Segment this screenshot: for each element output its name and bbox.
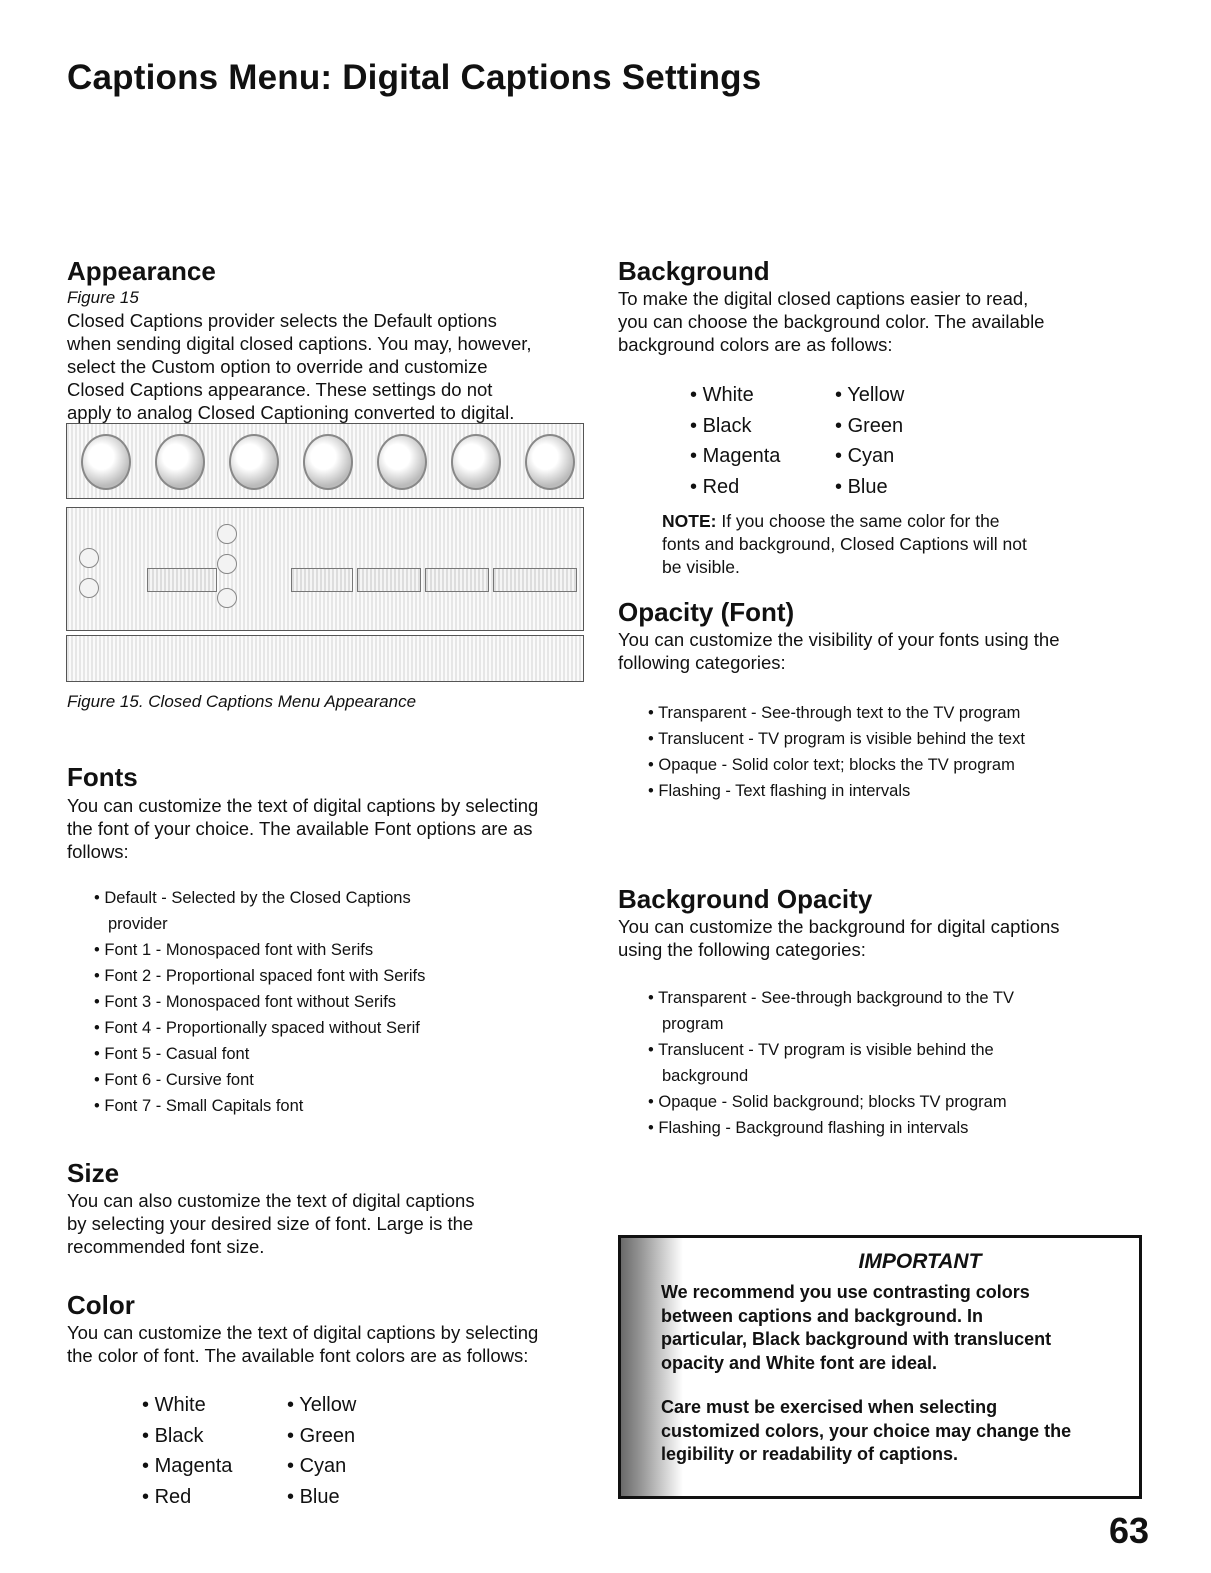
list-item: • Flashing - Text flashing in intervals xyxy=(648,778,1048,804)
radio-icon xyxy=(79,548,99,568)
appearance-heading: Appearance xyxy=(67,256,216,286)
list-item: • Magenta xyxy=(690,441,835,472)
text-line: particular, Black background with translucent xyxy=(661,1329,1052,1349)
list-item: • Opaque - Solid background; blocks TV program xyxy=(648,1089,1068,1115)
opacity-font-text xyxy=(618,628,1188,674)
list-item: • Font 4 - Proportionally spaced without Serif xyxy=(94,1015,474,1041)
list-item: • Font 5 - Casual font xyxy=(94,1041,474,1067)
text-line: select the Custom option to override and customize xyxy=(67,356,488,377)
text-line: You can customize the text of digital captions by selecting xyxy=(67,1322,539,1343)
setting-box xyxy=(291,568,353,592)
setting-box xyxy=(425,568,489,592)
menu-icon xyxy=(229,434,279,490)
setting-box xyxy=(493,568,577,592)
captions-menu-figure xyxy=(66,423,584,685)
list-item: • Font 2 - Proportional spaced font with Serifs xyxy=(94,963,474,989)
list-item: • Translucent - TV program is visible behind the background xyxy=(648,1037,1068,1089)
text-line: you can choose the background color. The available xyxy=(618,311,1045,332)
size-text xyxy=(67,1189,607,1258)
appearance-text xyxy=(67,286,597,424)
text-line: opacity and White font are ideal. xyxy=(661,1352,938,1373)
note xyxy=(662,510,1142,579)
text-line: the font of your choice. The available Font options are as xyxy=(67,818,533,839)
list-item: • White xyxy=(142,1390,287,1421)
list-item: • Font 7 - Small Capitals font xyxy=(94,1093,474,1119)
text-line: You can also customize the text of digital captions xyxy=(67,1190,475,1211)
list-item: • Blue xyxy=(287,1482,427,1513)
menu-icon xyxy=(303,434,353,490)
list-item: • Black xyxy=(142,1421,287,1452)
color-text xyxy=(67,1321,607,1367)
menu-icon xyxy=(377,434,427,490)
list-item: • Font 3 - Monospaced font without Serifs xyxy=(94,989,474,1015)
background-heading: Background xyxy=(618,256,770,286)
text-line: Closed Captions provider selects the Default options xyxy=(67,310,497,331)
setting-box xyxy=(357,568,421,592)
radio-icon xyxy=(217,554,237,574)
radio-icon xyxy=(79,578,99,598)
fonts-heading: Fonts xyxy=(67,762,138,792)
menu-icon xyxy=(525,434,575,490)
menu-icon xyxy=(155,434,205,490)
figure-help-bar xyxy=(66,635,584,682)
setting-box xyxy=(147,568,217,592)
list-item: • Opaque - Solid color text; blocks the TV program xyxy=(648,752,1048,778)
list-item: • Blue xyxy=(835,472,975,503)
text-line: when sending digital closed captions. You may, however, xyxy=(67,333,532,354)
text-line: Care must be exercised when selecting xyxy=(661,1397,998,1417)
text-line: If you choose the same color for the xyxy=(721,511,1000,531)
figure-settings-panel xyxy=(66,507,584,631)
font-options-list xyxy=(94,885,474,1119)
figure-caption: Figure 15. Closed Captions Menu Appearance xyxy=(67,692,417,711)
background-opacity-text xyxy=(618,915,1188,961)
text-line: by selecting your desired size of font. Large is the xyxy=(67,1213,474,1234)
radio-icon xyxy=(217,524,237,544)
list-item: • Default - Selected by the Closed Captions provider xyxy=(94,885,474,937)
text-line: customized colors, your choice may change the xyxy=(661,1420,1072,1441)
text-line: follows: xyxy=(67,841,129,862)
list-item: • Font 6 - Cursive font xyxy=(94,1067,474,1093)
important-paragraph xyxy=(661,1281,1141,1375)
text-line: between captions and background. In xyxy=(661,1305,984,1326)
font-color-list xyxy=(142,1390,427,1512)
background-opacity-heading: Background Opacity xyxy=(618,884,873,914)
list-item: • Flashing - Background flashing in intervals xyxy=(648,1115,1068,1141)
list-item: • Green xyxy=(835,411,975,442)
list-item: • Cyan xyxy=(287,1451,427,1482)
text-line: fonts and background, Closed Captions will not xyxy=(662,534,1027,554)
text-line: You can customize the text of digital captions by selecting xyxy=(67,795,539,816)
figure-icon-bar xyxy=(66,423,584,499)
text-line: Closed Captions appearance. These settings do not xyxy=(67,379,493,400)
text-line: legibility or readability of captions. xyxy=(661,1444,959,1464)
list-item: • Cyan xyxy=(835,441,975,472)
list-item: • Red xyxy=(690,472,835,503)
list-item: • Green xyxy=(287,1421,427,1452)
figure-reference: Figure 15 xyxy=(67,288,139,307)
list-item: • Transparent - See-through text to the TV program xyxy=(648,700,1048,726)
list-item: • Translucent - TV program is visible behind the text xyxy=(648,726,1048,752)
radio-icon xyxy=(217,588,237,608)
menu-icon xyxy=(451,434,501,490)
text-line: following categories: xyxy=(618,652,786,673)
background-text xyxy=(618,287,1178,356)
important-notice-box xyxy=(618,1235,1142,1499)
size-heading: Size xyxy=(67,1158,120,1188)
list-item: • White xyxy=(690,380,835,411)
text-line: apply to analog Closed Captioning converted to digital. xyxy=(67,402,515,423)
background-color-list xyxy=(690,380,975,502)
page-title: Captions Menu: Digital Captions Settings xyxy=(67,58,762,97)
note-label: NOTE: xyxy=(662,511,717,531)
list-item: • Yellow xyxy=(287,1390,427,1421)
list-item: • Magenta xyxy=(142,1451,287,1482)
list-item: • Transparent - See-through background to the TV program xyxy=(648,985,1068,1037)
text-line: background colors are as follows: xyxy=(618,334,893,355)
text-line: You can customize the background for digital captions xyxy=(618,916,1060,937)
text-line: To make the digital closed captions easier to read, xyxy=(618,288,1029,309)
font-opacity-list xyxy=(648,700,1048,804)
list-item: • Red xyxy=(142,1482,287,1513)
menu-icon xyxy=(81,434,131,490)
color-heading: Color xyxy=(67,1290,135,1320)
text-line: We recommend you use contrasting colors xyxy=(661,1282,1030,1302)
page-number: 63 xyxy=(1108,1510,1149,1551)
list-item: • Yellow xyxy=(835,380,975,411)
important-title: IMPORTANT xyxy=(858,1250,982,1273)
list-item: • Black xyxy=(690,411,835,442)
text-line: You can customize the visibility of your fonts using the xyxy=(618,629,1060,650)
text-line: using the following categories: xyxy=(618,939,866,960)
background-opacity-list xyxy=(648,985,1068,1141)
fonts-text xyxy=(67,794,607,863)
text-line: recommended font size. xyxy=(67,1236,265,1257)
text-line: the color of font. The available font colors are as follows: xyxy=(67,1345,529,1366)
list-item: • Font 1 - Monospaced font with Serifs xyxy=(94,937,474,963)
important-paragraph xyxy=(661,1396,1141,1467)
text-line: be visible. xyxy=(662,557,740,577)
opacity-font-heading: Opacity (Font) xyxy=(618,597,795,627)
